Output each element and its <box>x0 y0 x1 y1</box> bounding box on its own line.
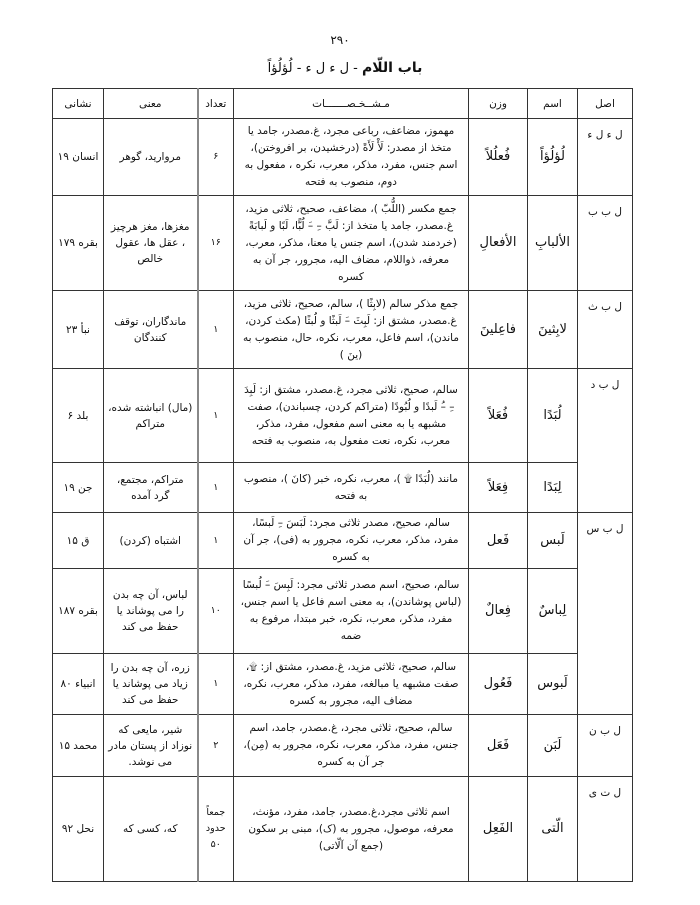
details-cell: مهموز، مضاعف، رباعی مجرد، غ.مصدر، جامد یا متخذ از مصدر: لَأْ لَأَةً (درخشیدن، بر افروختن)، اسم جنس، مفرد، مذکر، معرب، نکره ، مفعول به دوم، منصوب به فتحه <box>234 119 469 196</box>
header-pattern: وزن <box>469 89 528 119</box>
meaning-cell: مروارید، گوهر <box>104 119 198 196</box>
pattern-cell: فَعل <box>469 513 528 569</box>
details-cell: سالم، صحیح، ثلاثی مزید، غ.مصدر، مشتق از: ۩، صفت مشبهه یا مبالغه، مفرد، مذکر، معرب، نکره، مضاف الیه، مجرور به کسره <box>234 654 469 715</box>
header-count: تعداد <box>198 89 234 119</box>
count-cell: ۱ <box>198 463 234 513</box>
root-cell: ل ب س <box>578 513 633 715</box>
header-root: اصل <box>578 89 633 119</box>
pattern-cell: فِعَلاً <box>469 463 528 513</box>
address-cell: انبیاء ۸۰ <box>53 654 104 715</box>
address-cell: بلد ۶ <box>53 369 104 463</box>
noun-cell: لَبوس <box>528 654 578 715</box>
details-cell: سالم، صحیح، اسم مصدر ثلاثی مجرد: لَبِسَ –َ لُبسًا (لباس پوشاندن)، به معنی اسم فاعل یا اسم جنس، مفرد، مذکر، معرب، نکره، خبر مبتدا، مرفوع به ضمه <box>234 569 469 654</box>
pattern-cell: الفَعِل <box>469 777 528 882</box>
count-cell: ۱ <box>198 291 234 369</box>
address-cell: نحل ۹۲ <box>53 777 104 882</box>
meaning-cell: (مال) انباشته شده، متراکم <box>104 369 198 463</box>
noun-cell: لُؤلُؤاً <box>528 119 578 196</box>
root-cell: ل ت ی <box>578 777 633 882</box>
count-cell: ۶ <box>198 119 234 196</box>
address-cell: نبأ ۲۳ <box>53 291 104 369</box>
count-cell: ۲ <box>198 715 234 777</box>
pattern-cell: فاعِلینَ <box>469 291 528 369</box>
noun-cell: لابِثینَ <box>528 291 578 369</box>
table-row <box>53 569 633 654</box>
root-cell: ل ب د <box>578 369 633 513</box>
header-address: نشانی <box>53 89 104 119</box>
noun-cell: لِبَدًا <box>528 463 578 513</box>
chapter-subtitle: - ل ء ل ء - لُؤلُؤاً <box>267 61 362 76</box>
noun-cell: لِباسٌ <box>528 569 578 654</box>
table-header <box>53 89 633 119</box>
address-cell: انسان ۱۹ <box>53 119 104 196</box>
pattern-cell: فَعَل <box>469 715 528 777</box>
count-cell: ۱ <box>198 513 234 569</box>
pattern-cell: فِعالٌ <box>469 569 528 654</box>
header-noun: اسم <box>528 89 578 119</box>
details-cell: سالم، صحیح، ثلاثی مجرد، غ.مصدر، جامد، اسم جنس، مفرد، مذکر، معرب، نکره، مجرور به (مِن)، جر آن به کسره <box>234 715 469 777</box>
table-row <box>53 119 633 196</box>
address-cell: بقره ۱۷۹ <box>53 196 104 291</box>
details-cell: سالم، صحیح، مصدر ثلاثی مجرد: لَبَسَ –ِ لَبسًا، مفرد، مذکر، معرب، نکره، مجرور به (فی)، جر آن به کسره <box>234 513 469 569</box>
page-number: ۲۹۰ <box>330 33 350 47</box>
table-row <box>53 291 633 369</box>
root-cell: ل ب ث <box>578 291 633 369</box>
details-cell: جمع مکسر (اللُّبّ )، مضاعف، صحیح، ثلاثی مزید، غ.مصدر، جامد یا متخذ از: لَبَّ –ِ –َ لُبًّا، لَبًا و لَبابَةً (خردمند شدن)، اسم جنس یا معنا، مذکر، معرب، معرفه، ذواللام، مضاف الیه، مجرور، جر آن به کسره <box>234 196 469 291</box>
meaning-cell: زره، آن چه بدن را زیاد می پوشاند یا حفظ می کند <box>104 654 198 715</box>
details-cell: اسم ثلاثی مجرد،غ.مصدر، جامد، مفرد، مؤنث، معرفه، موصول، مجرور به (ک)، مبنی بر سکون (جمع آن آلّاتی) <box>234 777 469 882</box>
meaning-cell: ماندگاران، توقف کنندگان <box>104 291 198 369</box>
table-row <box>53 513 633 569</box>
noun-cell: لَبس <box>528 513 578 569</box>
pattern-cell: فُعَلاً <box>469 369 528 463</box>
pattern-cell: فَعُول <box>469 654 528 715</box>
root-cell: ل ب ب <box>578 196 633 291</box>
meaning-cell: لباس، آن چه بدن را می پوشاند یا حفظ می کند <box>104 569 198 654</box>
details-cell: مانند (لُبَدًا ۩ )، معرب، نکره، خبر (کانَ )، منصوب به فتحه <box>234 463 469 513</box>
noun-cell: الألبابِ <box>528 196 578 291</box>
meaning-cell: اشتباه (کردن) <box>104 513 198 569</box>
count-cell: ۱۶ <box>198 196 234 291</box>
address-cell: جن ۱۹ <box>53 463 104 513</box>
count-cell: ۱ <box>198 369 234 463</box>
page-title <box>0 60 690 76</box>
table-row <box>53 369 633 463</box>
header-meaning: معنی <box>104 89 198 119</box>
noun-cell: لُبَدًا <box>528 369 578 463</box>
meaning-cell: متراکم، مجتمع، گرد آمده <box>104 463 198 513</box>
meaning-cell: شیر، مایعی که نوزاد از پستان مادر می نوشد. <box>104 715 198 777</box>
meaning-cell: مغزها، مغز هرچیز ، عقل ها، عقول خالص <box>104 196 198 291</box>
details-cell: جمع مذکر سالم (لابِثًا )، سالم، صحیح، ثلاثی مزید، غ.مصدر، مشتق از: لَبِثَ –َ لَبثًا و لُبثًا (مکث کردن، ماندن)، اسم فاعل، معرب، نکره، حال، منصوب به (ینَ ) <box>234 291 469 369</box>
meaning-cell: که، کسی که <box>104 777 198 882</box>
table-row <box>53 196 633 291</box>
vocabulary-table <box>52 88 633 882</box>
address-cell: ق ۱۵ <box>53 513 104 569</box>
details-cell: سالم، صحیح، ثلاثی مجرد، غ.مصدر، مشتق از: لَبِدَ –ِ –ُ لَبدًا و لُبُودًا (متراکم کردن، چسباندن)، صفت مشبهه یا به معنی اسم مفعول، مفرد، مذکر، معرب، نکره، نعت مفعول به، منصوب به فتحه <box>234 369 469 463</box>
noun-cell: الّتی <box>528 777 578 882</box>
table-row <box>53 777 633 882</box>
noun-cell: لَبَن <box>528 715 578 777</box>
table-row <box>53 715 633 777</box>
pattern-cell: الأفعالِ <box>469 196 528 291</box>
address-cell: بقره ۱۸۷ <box>53 569 104 654</box>
count-cell: جمعاً حدود ۵۰ <box>198 777 234 882</box>
count-cell: ۱۰ <box>198 569 234 654</box>
header-details: مـشــخـصـــــــات <box>234 89 469 119</box>
pattern-cell: فُعلُلاً <box>469 119 528 196</box>
count-cell: ۱ <box>198 654 234 715</box>
root-cell: ل ب ن <box>578 715 633 777</box>
table-row <box>53 654 633 715</box>
table-row <box>53 463 633 513</box>
chapter-title: باب اللّام <box>361 60 423 76</box>
address-cell: محمد ۱۵ <box>53 715 104 777</box>
root-cell: ل ء ل ء <box>578 119 633 196</box>
